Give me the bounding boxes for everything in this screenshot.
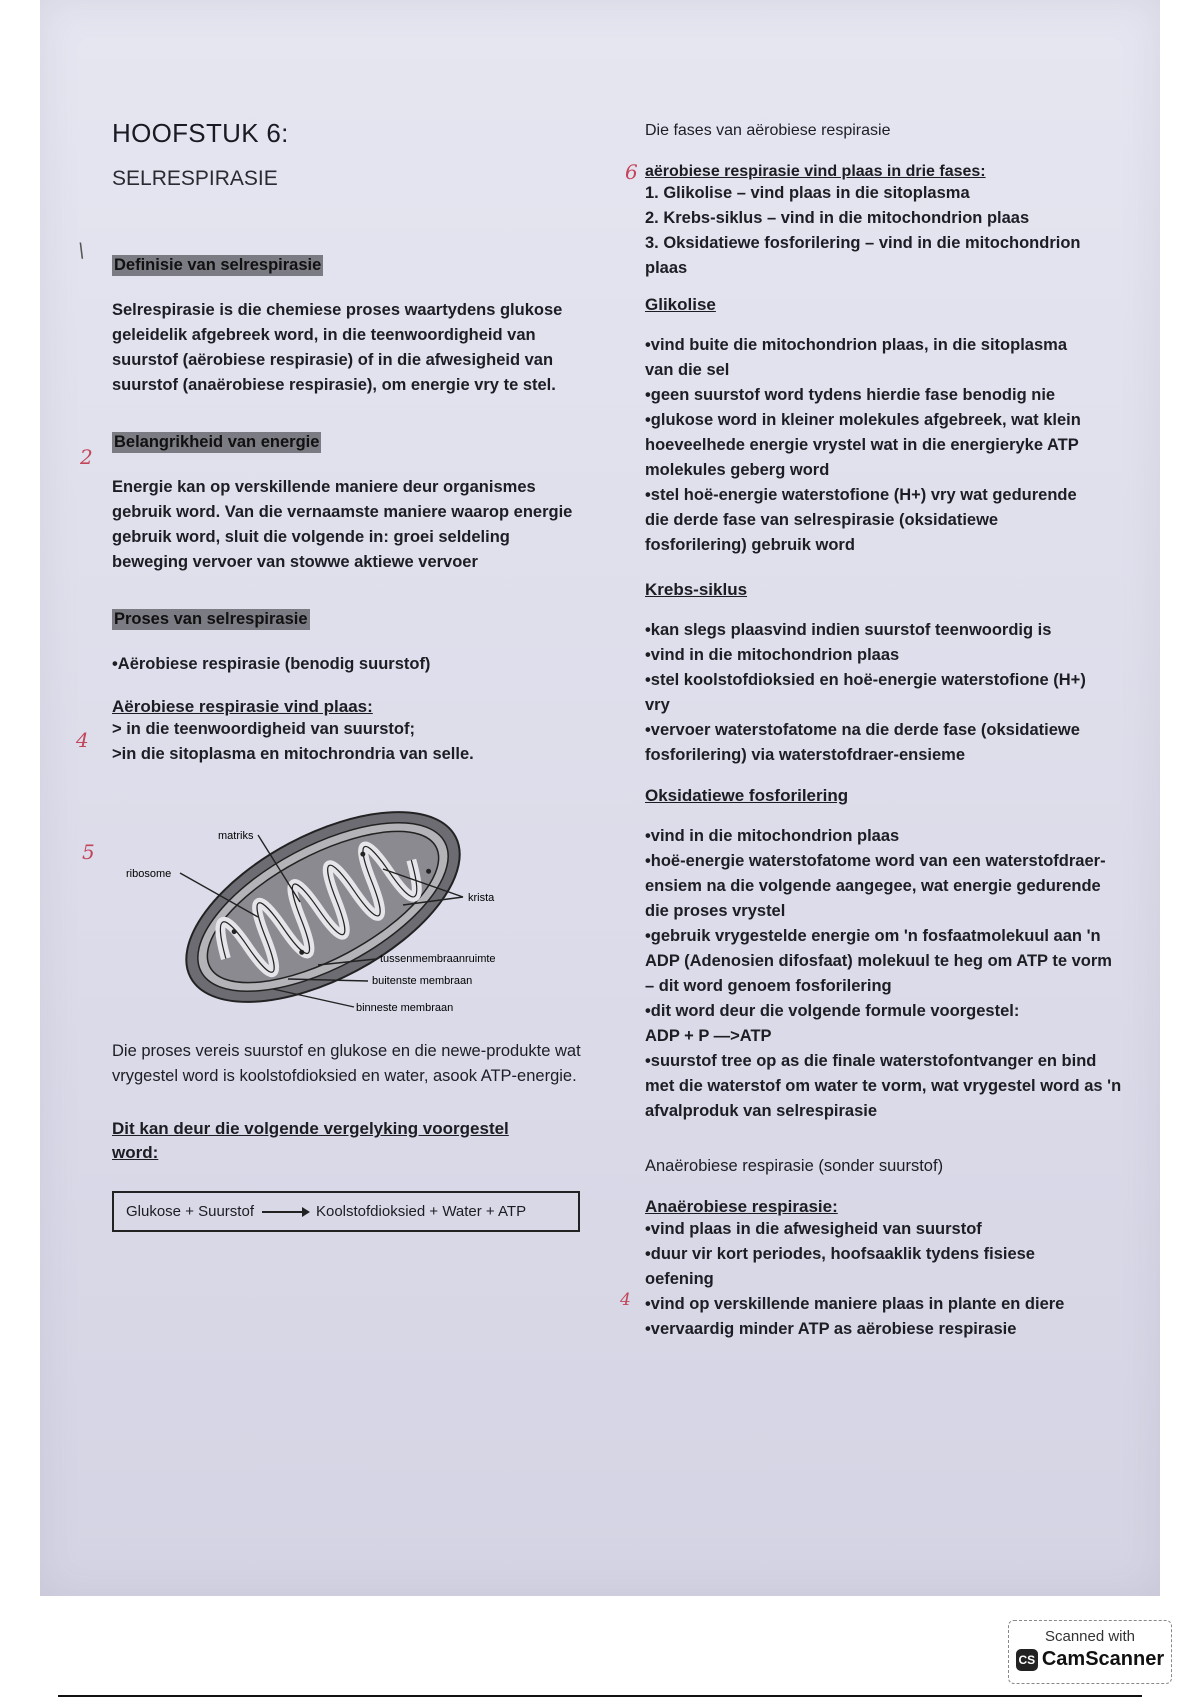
krebs-item: •vervoer waterstofatome na die derde fase (oksidatiewe fosforilering) via waterstofdraer-ensieme: [645, 721, 1080, 764]
equation-heading: Dit kan deur die volgende vergelyking voorgestel word:: [112, 1119, 509, 1162]
mitochondrion-diagram: [118, 787, 558, 1037]
krebs-heading: Krebs-siklus: [645, 580, 748, 599]
label-ribosome: ribosome: [126, 868, 172, 880]
margin-mark-6: 6: [625, 160, 638, 184]
scanned-page: [40, 0, 1160, 1596]
anaerobic-item: •duur vir kort periodes, hoofsaaklik tydens fisiese oefening: [645, 1245, 1035, 1288]
glikolise-item: •geen suurstof word tydens hierdie fase benodig nie: [645, 386, 1056, 404]
importance-heading: Belangrikheid van energie: [114, 433, 320, 451]
phase-3: 3. Oksidatiewe fosforilering – vind in die mitochondrion plaas: [645, 234, 1081, 277]
definition-text: Selrespirasie is die chemiese proses waartydens glukose geleidelik afgebreek word, in die teenwoordigheid van suurstof (aërobiese respirasie) of in die afwesigheid van suurstof (anaërobiese respirasie), om energie vry te stel.: [112, 301, 563, 394]
oks-item: •dit word deur die volgende formule voorgestel:: [645, 1002, 1020, 1020]
oks-item: •gebruik vrygestelde energie om 'n fosfaatmolekuul aan 'n ADP (Adenosien difosfaat) molekuul te heg om ATP te vorm – dit word genoem fosforilering: [645, 927, 1112, 995]
label-binneste: binneste membraan: [356, 1002, 454, 1014]
glikolise-item: •stel hoë-energie waterstofione (H+) vry wat gedurende die derde fase van selrespirasie (oksidatiewe fosforilering) gebruik word: [645, 486, 1077, 554]
aerobic-place-1: > in die teenwoordigheid van suurstof;: [112, 720, 415, 738]
arrow-icon: [262, 1211, 308, 1213]
footer-rule: [58, 1695, 1142, 1697]
glikolise-heading: Glikolise: [645, 295, 716, 314]
glikolise-item: •glukose word in kleiner molekules afgebreek, wat klein hoeveelhede energie vrystel wat in die energieryke ATP molekules geberg word: [645, 411, 1081, 479]
equation-right: Koolstofdioksied + Water + ATP: [315, 1203, 527, 1220]
label-krista: krista: [468, 892, 495, 904]
anaerobic-title: Anaërobiese respirasie (sonder suurstof): [645, 1157, 944, 1175]
margin-mark-4: 4: [76, 728, 89, 752]
definition-heading: Definisie van selrespirasie: [114, 256, 322, 274]
process-heading: Proses van selrespirasie: [114, 610, 308, 628]
phases-title: Die fases van aërobiese respirasie: [645, 122, 891, 139]
aerobic-bullet: •Aërobiese respirasie (benodig suurstof): [112, 655, 431, 673]
anaerobic-item: •vind plaas in die afwesigheid van suurstof: [645, 1220, 982, 1238]
glikolise-list: [645, 333, 1095, 558]
equation-left: Glukose + Suurstof: [126, 1203, 254, 1220]
phase-2: 2. Krebs-siklus – vind in die mitochondrion plaas: [645, 209, 1030, 227]
phase-1: 1. Glikolise – vind plaas in die sitoplasma: [645, 184, 970, 202]
oks-item: •vind in die mitochondrion plaas: [645, 827, 900, 845]
chapter-title: HOOFSTUK 6:: [112, 118, 289, 148]
badge-brand-name: CamScanner: [1041, 1648, 1165, 1670]
margin-mark-4b: 4: [620, 1290, 631, 1310]
right-column: [645, 118, 1165, 1342]
aerobic-place-heading: Aërobiese respirasie vind plaas:: [112, 697, 373, 716]
krebs-list: [645, 618, 1115, 768]
camscanner-logo-icon: CS: [1016, 1649, 1038, 1671]
badge-brand: [1009, 1648, 1171, 1671]
badge-top-text: Scanned with: [1044, 1628, 1136, 1645]
oks-list: [645, 824, 1125, 1124]
importance-text: Energie kan op verskillende maniere deur organismes gebruik word. Van die vernaamste maniere waarop energie gebruik word, sluit die volgende in: groei seldeling beweging vervoer van stowwe aktiewe vervoer: [112, 478, 573, 571]
oks-item: •suurstof tree op as die finale waterstofontvanger en bind met die waterstof om water te vorm, wat vrygestel word as 'n afvalproduk van selrespirasie: [645, 1052, 1122, 1120]
krebs-item: •stel koolstofdioksied en hoë-energie waterstofione (H+) vry: [645, 671, 1086, 714]
margin-mark-2: 2: [80, 445, 93, 469]
chapter-subtitle: SELRESPIRASIE: [112, 167, 278, 190]
anaerobic-list: [645, 1217, 1065, 1342]
left-column: [112, 118, 632, 1232]
label-buitenste: buitenste membraan: [372, 975, 473, 987]
camscanner-badge: [1008, 1620, 1172, 1684]
anaerobic-heading: Anaërobiese respirasie:: [645, 1197, 838, 1216]
equation-box: [112, 1191, 580, 1232]
label-tussenmembraanruimte: tussenmembraanruimte: [380, 953, 496, 965]
aerobic-place-2: >in die sitoplasma en mitochrondria van selle.: [112, 745, 474, 763]
oks-heading: Oksidatiewe fosforilering: [645, 786, 849, 805]
glikolise-item: •vind buite die mitochondrion plaas, in die sitoplasma van die sel: [645, 336, 1067, 379]
label-matriks: matriks: [218, 830, 254, 842]
process-text: Die proses vereis suurstof en glukose en die newe-produkte wat vrygestel word is koolstofdioksied en water, asook ATP-energie.: [112, 1042, 581, 1085]
margin-mark-1: \: [78, 238, 85, 262]
anaerobic-item: •vind op verskillende maniere plaas in plante en diere: [645, 1295, 1065, 1313]
margin-mark-5: 5: [82, 840, 95, 864]
krebs-item: •kan slegs plaasvind indien suurstof teenwoordig is: [645, 621, 1052, 639]
krebs-item: •vind in die mitochondrion plaas: [645, 646, 900, 664]
oks-formula: ADP + P —>ATP: [645, 1027, 772, 1045]
anaerobic-item: •vervaardig minder ATP as aërobiese respirasie: [645, 1320, 1017, 1338]
oks-item: •hoë-energie waterstofatome word van een waterstofdraer-ensiem na die volgende aangegee, wat energie gedurende die proses vrystel: [645, 852, 1106, 920]
phases-heading: aërobiese respirasie vind plaas in drie fases:: [645, 163, 986, 180]
